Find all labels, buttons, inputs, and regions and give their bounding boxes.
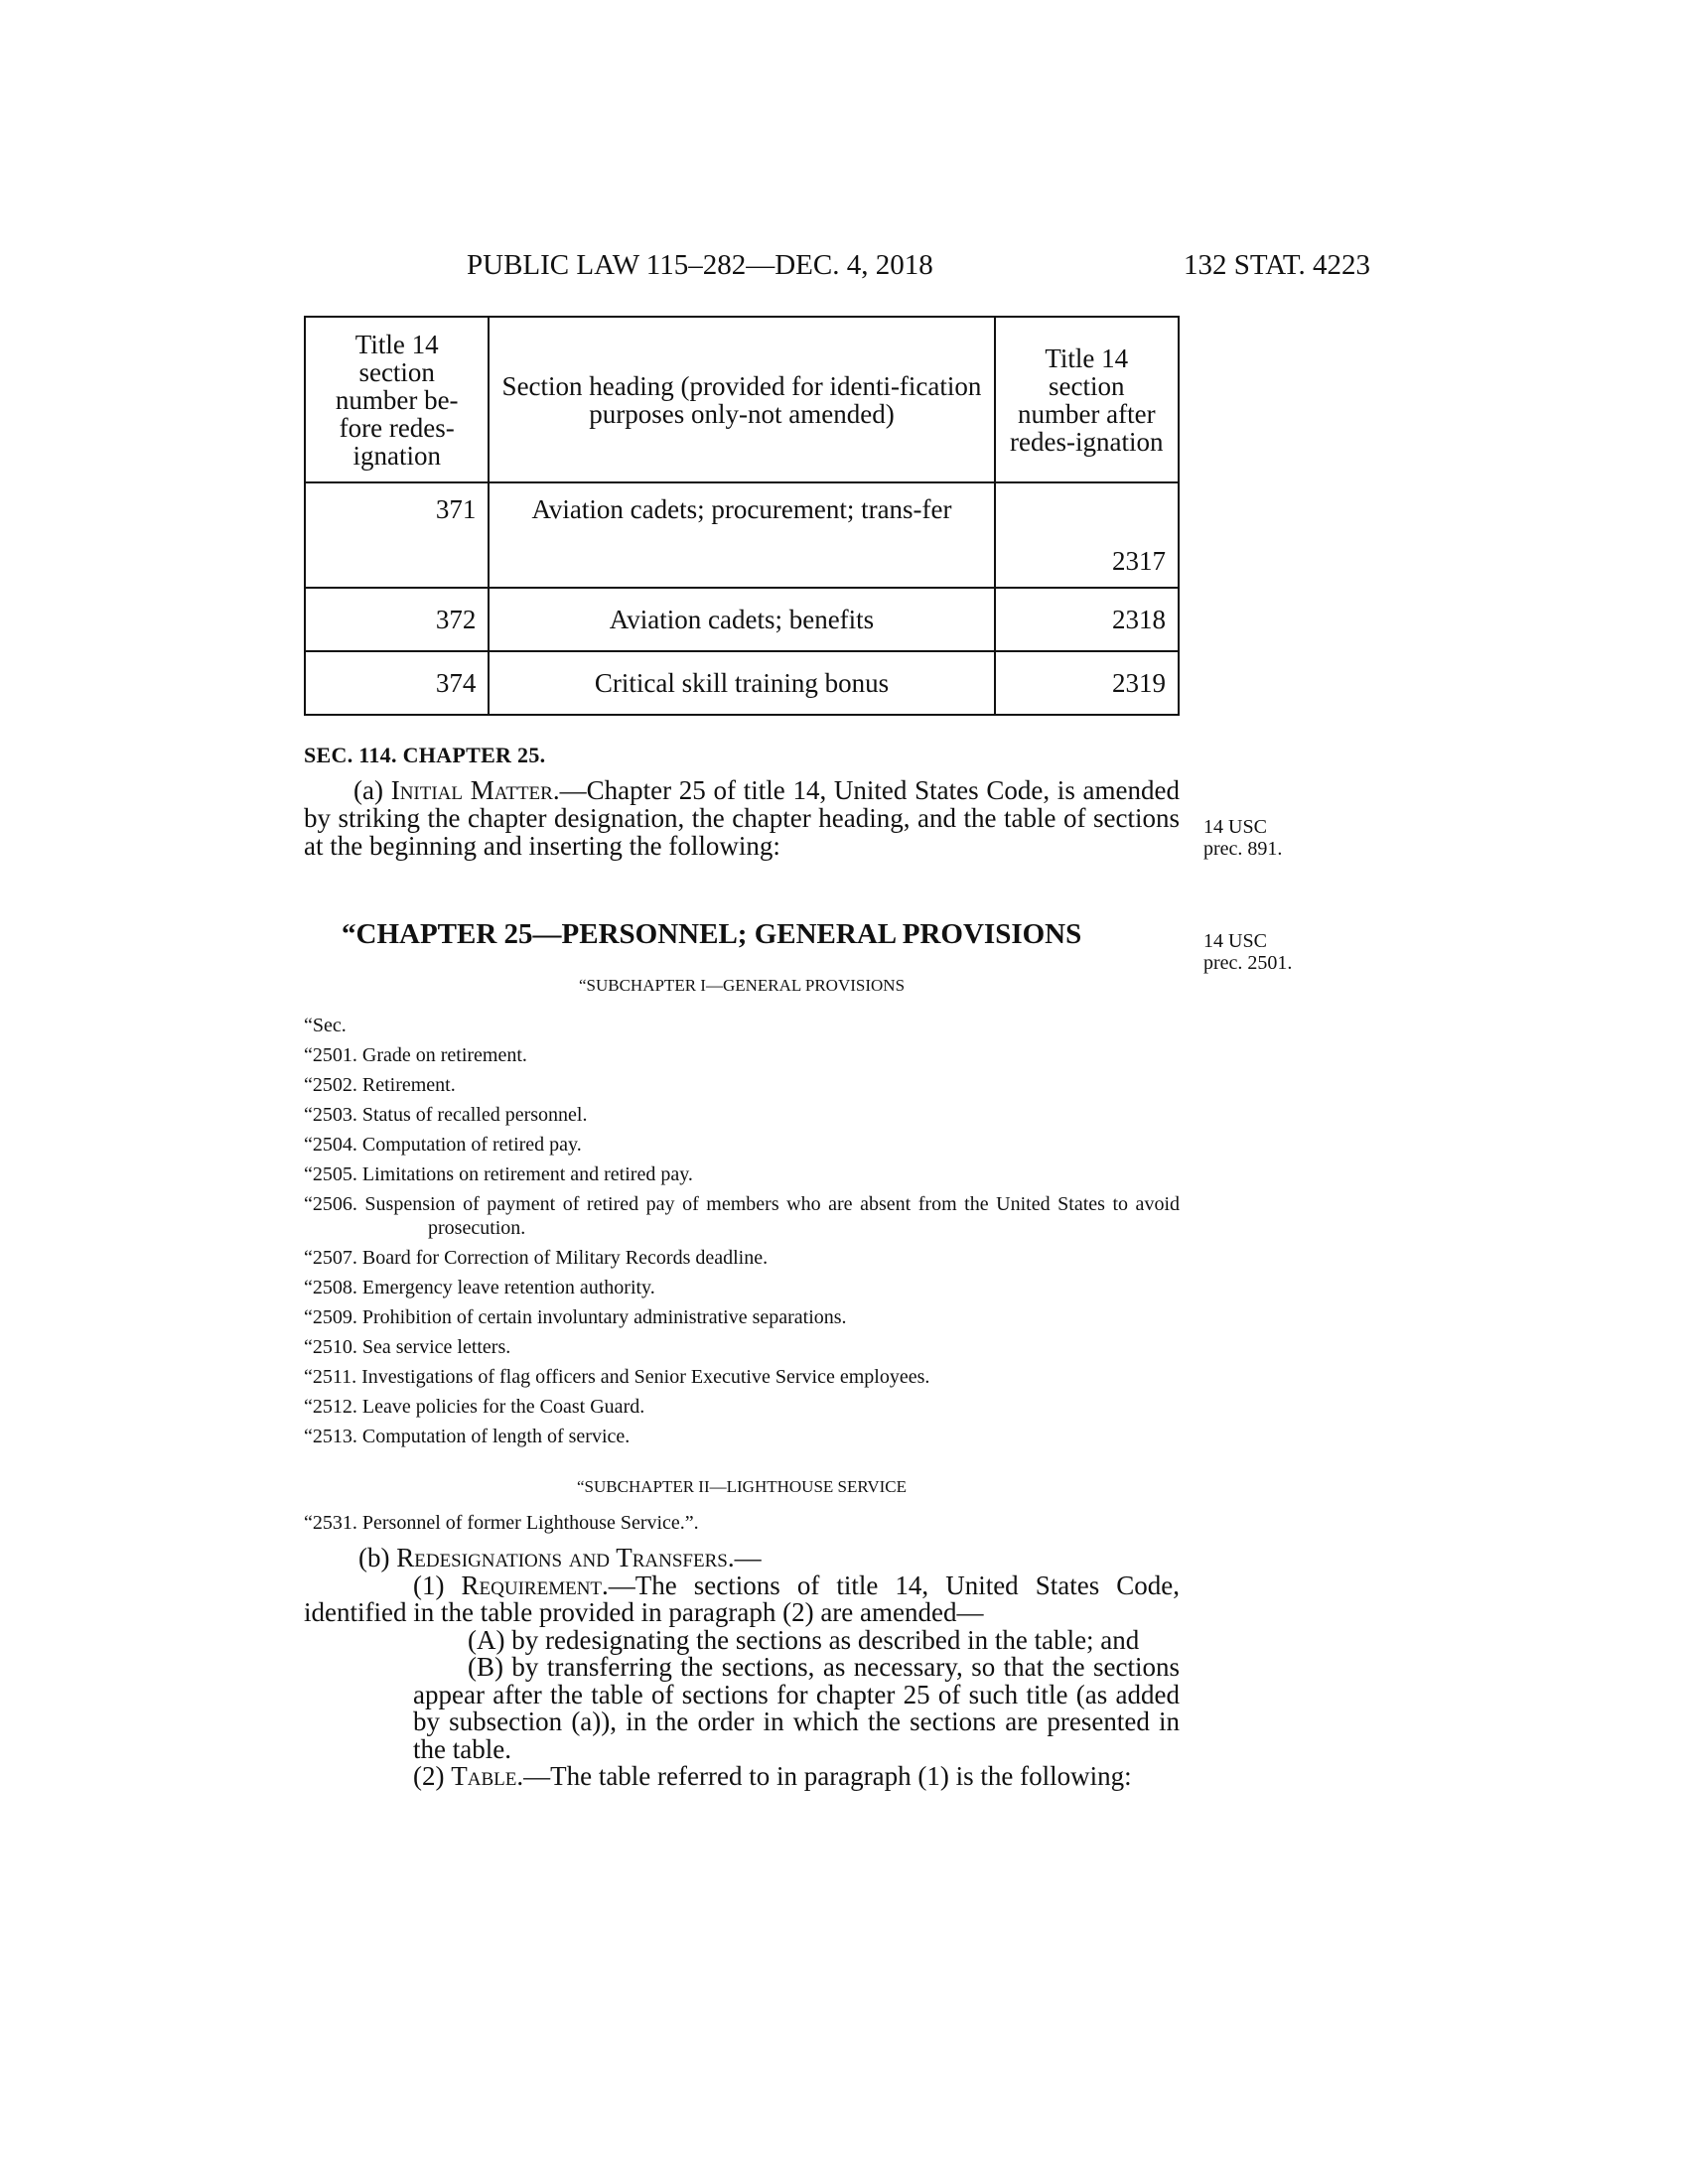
list-item: “2512. Leave policies for the Coast Guard. (304, 1396, 645, 1418)
paragraph-b (304, 1545, 1180, 1791)
list-item: “2509. Prohibition of certain involuntary administrative separations. (304, 1306, 847, 1328)
para-a-text: .—Chapter 25 of title 14, United States Code, is amended by striking the chapter designation, the chapter heading, and the table of sections at the beginning and inserting the following: (304, 775, 1180, 861)
list-item: “2511. Investigations of flag officers and Senior Executive Service employees. (304, 1366, 930, 1388)
para-b1 (304, 1572, 1180, 1627)
list-item: “2501. Grade on retirement. (304, 1044, 527, 1066)
cell-before: 371 (305, 482, 489, 588)
para-b-heading (304, 1545, 1180, 1572)
table-of-sections (304, 1043, 1180, 1454)
cell-heading: Aviation cadets; procurement; trans-fer (489, 482, 994, 588)
list-item: “2513. Computation of length of service. (304, 1426, 631, 1447)
section-heading: SEC. 114. CHAPTER 25. (304, 743, 546, 767)
column-header-heading: Section heading (provided for identi-fication purposes only-not amended) (489, 317, 994, 482)
para-b2-label: (2) (413, 1761, 452, 1791)
cell-heading: Aviation cadets; benefits (489, 588, 994, 651)
para-b-caption-end: .— (727, 1543, 762, 1572)
para-a-caption: Initial Matter (390, 775, 553, 805)
margin-note: 14 USC prec. 2501. (1203, 930, 1293, 974)
cell-after: 2317 (995, 482, 1179, 588)
cell-before: 372 (305, 588, 489, 651)
table-header-row (305, 317, 1179, 482)
list-item: “2510. Sea service letters. (304, 1336, 511, 1358)
list-item: “2506. Suspension of payment of retired pay of members who are absent from the United States to avoid prosecution. (304, 1193, 1180, 1239)
para-b1-text: .—The sections of title 14, United States Code, identified in the table provided in paragraph (2) are amended— (304, 1570, 1180, 1627)
para-b1-a: (A) by redesignating the sections as described in the table; and (468, 1624, 1140, 1655)
para-b2-caption: Table (451, 1761, 517, 1791)
para-b2-text: .—The table referred to in paragraph (1) is the following: (516, 1761, 1132, 1791)
page-header-title: PUBLIC LAW 115–282—DEC. 4, 2018 (467, 249, 933, 281)
sec-label: “Sec. (304, 1015, 347, 1036)
para-b-label: (b) (358, 1543, 397, 1572)
redesignation-table (304, 316, 1180, 716)
table-row (305, 588, 1179, 651)
list-item: “2531. Personnel of former Lighthouse Service.”. (304, 1512, 699, 1534)
margin-note: 14 USC prec. 891. (1203, 816, 1283, 860)
para-b2 (304, 1763, 1180, 1791)
page-number: 132 STAT. 4223 (1183, 249, 1370, 281)
list-item: “2507. Board for Correction of Military Records deadline. (304, 1247, 769, 1269)
chapter-title: “CHAPTER 25—PERSONNEL; GENERAL PROVISIONS (342, 918, 1082, 950)
para-b1-b: (B) by transferring the sections, as necessary, so that the sections appear after the table of sections for chapter 25 of such title (as added by subsection (a)), in the order in which the sections are presented in the table. (413, 1652, 1180, 1764)
list-item: “2504. Computation of retired pay. (304, 1134, 582, 1156)
table-row (305, 651, 1179, 715)
column-header-after: Title 14 section number after redes-ignation (995, 317, 1179, 482)
cell-before: 374 (305, 651, 489, 715)
list-item: “2508. Emergency leave retention authority. (304, 1277, 655, 1298)
paragraph-a (304, 776, 1180, 860)
subchapter-heading: “SUBCHAPTER II—LIGHTHOUSE SERVICE (576, 1477, 908, 1496)
para-a-label: (a) (353, 775, 391, 805)
cell-heading: Critical skill training bonus (489, 651, 994, 715)
column-header-before: Title 14 section number be-fore redes-ignation (305, 317, 489, 482)
para-b1-label: (1) (413, 1570, 462, 1600)
subchapter-heading: “SUBCHAPTER I—GENERAL PROVISIONS (578, 976, 906, 995)
table-row (305, 482, 1179, 588)
cell-after: 2318 (995, 588, 1179, 651)
para-b1-caption: Requirement (461, 1570, 603, 1600)
list-item: “2505. Limitations on retirement and retired pay. (304, 1163, 693, 1185)
para-b-caption: Redesignations and Transfers (396, 1543, 728, 1572)
cell-after: 2319 (995, 651, 1179, 715)
list-item: “2502. Retirement. (304, 1074, 456, 1096)
list-item: “2503. Status of recalled personnel. (304, 1104, 588, 1126)
